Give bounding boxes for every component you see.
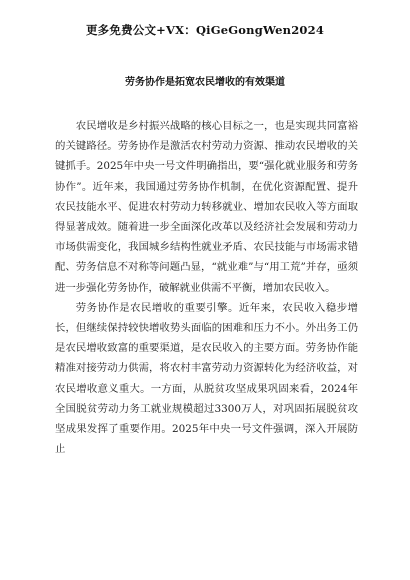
document-body — [55, 116, 358, 459]
paragraph-1: 农民增收是乡村振兴战略的核心目标之一，也是实现共同富裕的关键路径。劳务协作是激活农村劳动力资源、推动农民增收的关键抓手。2025年中央一号文件明确指出，要“强化就业服务和劳务协作”。近年来，我国通过劳务协作机制，在优化资源配置、提升农民技能水平、促进农村劳动力转移就业、增加农民收入等方面取得显著成效。随着进一步全面深化改革以及经济社会发展和劳动力市场供需变化，我国城乡结构性就业矛盾、农民技能与市场需求错配、劳务信息不对称等问题凸显，“就业难”与“用工荒”并存，亟须进一步强化劳务协作，破解就业供需不平衡，增加农民收入。 — [55, 120, 358, 294]
watermark-header: 更多免费公文+VX：QiGeGongWen2024 — [85, 23, 325, 37]
paragraph-2: 劳务协作是农民增收的重要引擎。近年来，农民收入稳步增长，但继续保持较快增收势头面临的困难和压力不小。外出务工仍是农民增收致富的重要渠道，是农民收入的主要方面。劳务协作能精准对接劳动力供需，将农村丰富劳动力资源转化为经济收益，对农民增收意义重大。一方面，从脱贫攻坚成果巩固来看，2024年全国脱贫劳动力务工就业规模超过3300万人，对巩固拓展脱贫攻坚成果发挥了重要作用。2025年中央一号文件强调，深入开展防止 — [55, 301, 358, 456]
document-title: 劳务协作是拓宽农民增收的有效渠道 — [125, 77, 285, 88]
